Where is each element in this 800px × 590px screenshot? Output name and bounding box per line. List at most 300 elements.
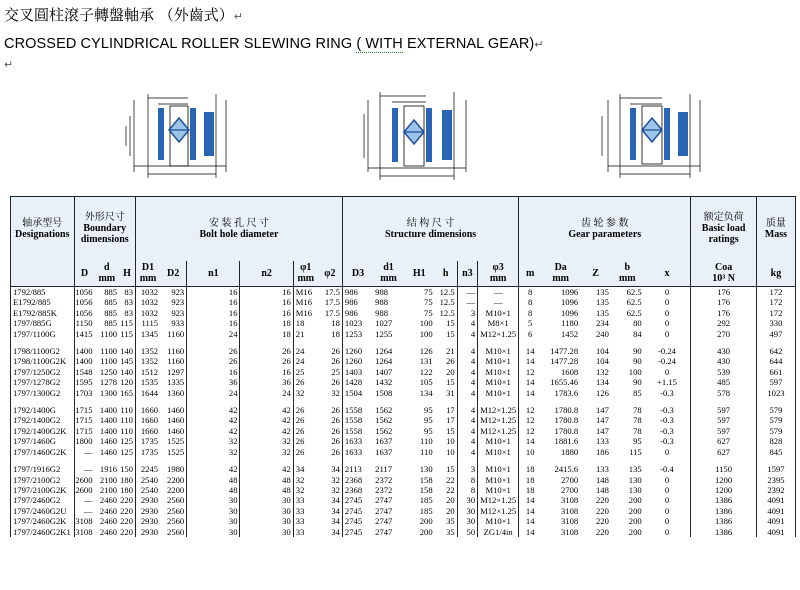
designation-cell: 1797/2460G2K (11, 516, 75, 526)
table-cell: 1400 (99, 415, 118, 426)
table-row (11, 436, 796, 446)
table-cell: 12.5 (435, 308, 458, 318)
designation-cell: 1797/1460G (11, 436, 75, 446)
table-cell: 78 (633, 425, 642, 436)
table-cell: 4091 (756, 516, 795, 526)
table-cell: 100 (419, 328, 433, 339)
table-cell: 200 (628, 516, 642, 527)
table-cell: 4 (457, 447, 477, 457)
table-cell: 35 (435, 527, 458, 537)
table-cell: 135 (596, 287, 609, 297)
table-cell: 32 (318, 485, 343, 495)
table-cell: 1096 (560, 307, 579, 318)
table-cell: 885 (104, 297, 118, 308)
table-cell: 2745 (342, 506, 373, 516)
table-cell: 32 (318, 388, 343, 398)
table-cell: 0 (644, 527, 691, 537)
table-cell: 986 (342, 308, 373, 318)
table-cell: 0 (644, 318, 691, 328)
designation-cell: 1792/1400G2 (11, 415, 75, 425)
table-row (11, 388, 796, 398)
col-H1: H1 (404, 261, 435, 287)
table-cell: 2930 (135, 506, 160, 516)
table-cell: M10×1 (478, 367, 519, 377)
table-cell: 2200 (160, 475, 187, 485)
table-cell: 115 (119, 329, 135, 339)
table-cell: -0.3 (644, 405, 691, 415)
table-cell: 270 (691, 329, 757, 339)
table-cell: 0 (644, 308, 691, 318)
table-cell: M12×1.25 (478, 426, 519, 436)
table-cell: 147 (596, 415, 609, 426)
table-row (11, 329, 796, 339)
table-cell: 3 (457, 464, 477, 474)
table-cell: 1160 (160, 356, 187, 366)
group-spacer (11, 398, 796, 405)
table-cell: 1100 (100, 356, 118, 367)
table-cell: — (457, 297, 477, 307)
table-cell: 2560 (160, 506, 187, 516)
table-cell: 1335 (160, 377, 187, 387)
table-cell: 885 (104, 307, 118, 318)
table-cell: 12 (519, 426, 542, 436)
table-cell: 30 (240, 516, 293, 526)
table-cell: 2930 (135, 495, 160, 505)
table-row (11, 346, 796, 356)
table-cell: 1881.6 (554, 436, 579, 447)
table-cell: 8 (519, 308, 542, 318)
table-cell: 0 (644, 287, 691, 298)
designation-cell: 1792/885 (11, 287, 75, 298)
designation-cell: 1792/1400G (11, 405, 75, 415)
col-D: D (74, 261, 94, 287)
table-cell: 642 (756, 346, 795, 356)
table-cell: 1150 (75, 318, 93, 329)
table-cell: 90 (633, 377, 642, 388)
table-cell: 30 (240, 506, 293, 516)
table-cell: 83 (119, 308, 135, 318)
table-cell: ZG1/4in (478, 527, 519, 537)
table-cell: 15 (435, 464, 458, 474)
designation-cell: 1797/1278G2 (11, 377, 75, 387)
table-cell: 2930 (135, 516, 160, 526)
table-cell: 32 (240, 447, 293, 457)
table-cell: 14 (519, 356, 542, 366)
header-designation: 轴承型号 Designations (11, 197, 75, 261)
table-cell: 104 (596, 356, 609, 367)
table-cell: 90 (633, 346, 642, 357)
table-cell: 1200 (691, 475, 757, 485)
table-cell: 158 (419, 484, 433, 495)
designation-cell: 1798/1100G2K (11, 356, 75, 366)
table-cell: 2560 (160, 516, 187, 526)
table-row (11, 308, 796, 318)
table-cell: — (478, 287, 519, 298)
table-cell: 1735 (135, 447, 160, 457)
table-cell: 4091 (756, 495, 795, 505)
table-cell: 1160 (160, 346, 187, 356)
table-cell: 597 (691, 426, 757, 436)
table-cell: 539 (691, 367, 757, 377)
col-Z: Z (580, 261, 611, 287)
table-cell: M10×1 (478, 308, 519, 318)
header-gear: 齿 轮 参 数 Gear parameters (519, 197, 691, 261)
table-cell: 240 (596, 328, 609, 339)
table-row (11, 415, 796, 425)
table-cell: 172 (756, 308, 795, 318)
table-cell: 80 (633, 318, 642, 329)
page-title-chinese: 交叉圓柱滾子轉盤軸承 （外齒式）↵ (4, 6, 243, 24)
table-cell: 1637 (375, 446, 393, 457)
table-cell: 4091 (756, 527, 795, 537)
table-cell: 26 (318, 405, 343, 415)
table-cell: 12 (519, 415, 542, 425)
table-cell: 1032 (135, 287, 160, 298)
table-cell: 578 (691, 388, 757, 398)
table-cell: 42 (187, 415, 240, 425)
table-cell: 2747 (375, 516, 393, 527)
table-cell: 1386 (691, 506, 757, 516)
table-cell: 1477.28 (550, 346, 579, 357)
table-cell: 597 (691, 405, 757, 415)
table-cell: 50 (457, 527, 477, 537)
header-load-ratings: 额定负荷 Basic load ratings (691, 197, 757, 261)
table-cell: 1595 (75, 377, 93, 388)
table-cell: 83 (119, 287, 135, 298)
table-cell: 2200 (160, 485, 187, 495)
table-cell: 17 (435, 415, 458, 425)
table-cell: 95 (424, 405, 433, 416)
table-cell: 130 (628, 474, 642, 485)
table-cell: 34 (318, 464, 343, 474)
table-cell: 2100 (99, 484, 118, 495)
table-cell: M16 (293, 287, 318, 298)
table-cell: 185 (419, 505, 433, 516)
table-cell: 14 (519, 495, 542, 505)
table-cell: M10×1 (478, 346, 519, 356)
table-cell: 1512 (135, 367, 160, 377)
table-cell: 26 (318, 426, 343, 436)
table-body (11, 287, 796, 537)
table-cell: 16 (240, 297, 293, 307)
table-cell: 485 (691, 377, 757, 387)
table-cell: 1264 (375, 356, 393, 367)
table-cell: 0 (644, 447, 691, 457)
table-cell: M12×1.25 (478, 415, 519, 425)
table-cell: 15 (435, 329, 458, 339)
table-cell: 12 (519, 367, 542, 377)
table-cell: M12×1.25 (478, 506, 519, 516)
table-cell: 1115 (135, 318, 160, 328)
bearing-diagram-2 (354, 86, 478, 186)
table-cell: 42 (240, 415, 293, 425)
table-cell: 78 (633, 405, 642, 416)
table-cell: 24 (240, 388, 293, 398)
table-row (11, 318, 796, 328)
table-cell: 1278 (99, 377, 118, 388)
table-cell: 3108 (75, 516, 93, 527)
table-cell: 1735 (135, 436, 160, 446)
table-cell: 135 (596, 297, 609, 308)
table-cell: 95 (424, 425, 433, 436)
table-cell: 126 (419, 346, 433, 357)
table-cell: 1056 (75, 287, 93, 297)
table-cell: 1562 (375, 425, 393, 436)
table-cell: 24 (293, 356, 318, 366)
table-cell: 200 (628, 526, 642, 537)
table-cell: 32 (187, 436, 240, 446)
table-cell: 16 (240, 287, 293, 298)
table-cell: 330 (756, 318, 795, 328)
table-cell: 1715 (75, 425, 93, 436)
table-cell: 0 (644, 367, 691, 377)
table-cell: 4 (457, 388, 477, 398)
table-cell: 1637 (375, 436, 393, 447)
table-cell: 597 (691, 415, 757, 425)
table-cell: M10×1 (478, 464, 519, 474)
table-cell: 16 (187, 318, 240, 328)
col-n3: n3 (457, 261, 477, 287)
table-cell: 2372 (375, 474, 393, 485)
table-cell: 1597 (756, 464, 795, 474)
table-cell: 32 (293, 475, 318, 485)
table-cell: 12.5 (435, 287, 458, 298)
table-cell: 1880 (560, 446, 579, 457)
table-cell: 18 (293, 318, 318, 328)
table-row (11, 527, 796, 537)
table-cell: 200 (419, 526, 433, 537)
table-cell: 627 (691, 447, 757, 457)
table-cell: 661 (756, 367, 795, 377)
table-cell: 14 (519, 377, 542, 387)
table-cell: 1027 (375, 318, 393, 329)
table-cell: 34 (293, 464, 318, 474)
col-phi1: φ1 mm (293, 261, 318, 287)
bearing-diagram-3 (590, 86, 714, 186)
table-row (11, 506, 796, 516)
table-cell: 100 (628, 366, 642, 377)
table-cell: 62.5 (626, 307, 642, 318)
table-cell: 220 (119, 506, 135, 516)
table-cell: 18 (318, 318, 343, 328)
table-cell: 36 (187, 377, 240, 387)
table-cell: 1980 (160, 464, 187, 474)
table-cell: 2372 (375, 484, 393, 495)
table-cell: 14 (519, 346, 542, 356)
table-cell: 579 (756, 415, 795, 425)
header-mass: 质量 Mass (756, 197, 795, 261)
table-cell: 147 (596, 405, 609, 416)
table-cell: 34 (318, 516, 343, 526)
table-row (11, 464, 796, 474)
table-cell: 3108 (75, 526, 93, 537)
table-cell: 1660 (135, 426, 160, 436)
designation-cell: 1797/2460G2 (11, 495, 75, 505)
table-cell: 933 (160, 318, 187, 328)
col-phi3: φ3 mm (478, 261, 519, 287)
table-cell: 1460 (160, 415, 187, 425)
table-cell: 30 (457, 495, 477, 505)
table-cell: 26 (318, 415, 343, 425)
table-cell: 10 (519, 447, 542, 457)
table-cell: M10×1 (478, 485, 519, 495)
table-cell: 83 (119, 297, 135, 307)
table-cell: 1460 (99, 436, 118, 447)
designation-cell: 1797/2100G2K (11, 485, 75, 495)
table-cell: 4 (457, 318, 477, 328)
table-cell: 1916 (99, 464, 118, 475)
table-cell: 2460 (99, 526, 118, 537)
table-cell: 1255 (375, 328, 393, 339)
page-title-english: CROSSED CYLINDRICAL ROLLER SLEWING RING ( WITH EXTERNAL GEAR)↵ (4, 36, 544, 52)
table-row (11, 297, 796, 307)
table-cell: 1032 (135, 297, 160, 307)
table-cell: 22 (435, 485, 458, 495)
table-cell: 15 (435, 377, 458, 387)
table-cell: 430 (691, 346, 757, 356)
table-cell: 2560 (160, 527, 187, 537)
table-cell: 148 (596, 484, 609, 495)
table-cell: 18 (519, 475, 542, 485)
table-cell: M12×1.25 (478, 329, 519, 339)
table-cell: 1100 (100, 328, 118, 339)
table-cell: 986 (342, 287, 373, 298)
table-cell: 17 (435, 405, 458, 415)
table-cell: 24 (187, 329, 240, 339)
table-cell: 2368 (342, 475, 373, 485)
table-cell: 2395 (756, 475, 795, 485)
table-cell: 110 (420, 436, 433, 447)
table-cell: 3108 (560, 526, 579, 537)
table-cell: 133 (596, 464, 609, 475)
col-D1: D1 mm (135, 261, 160, 287)
designation-cell: 1797/2460G2K1 (11, 527, 75, 537)
table-cell: 1352 (135, 346, 160, 356)
table-cell: 18 (240, 318, 293, 328)
table-cell: 34 (318, 495, 343, 505)
table-cell: 1260 (342, 346, 373, 356)
table-row (11, 377, 796, 387)
table-cell: 25 (318, 367, 343, 377)
table-cell: 1633 (342, 447, 373, 457)
table-cell: 172 (756, 287, 795, 298)
table-cell: 1096 (560, 297, 579, 308)
table-cell: 135 (628, 464, 642, 475)
table-cell: 12.5 (435, 297, 458, 307)
specifications-table (10, 196, 796, 537)
table-cell: 62.5 (626, 297, 642, 308)
table-cell: 4 (457, 436, 477, 446)
table-cell: 100 (419, 318, 433, 329)
table-cell: 42 (187, 405, 240, 415)
table-cell: 10 (435, 447, 458, 457)
table-cell: 2600 (75, 474, 93, 485)
table-cell: -0.3 (644, 388, 691, 398)
table-cell: 14 (519, 506, 542, 516)
group-spacer (11, 339, 796, 346)
table-cell: M10×1 (478, 436, 519, 446)
table-cell: 148 (596, 474, 609, 485)
table-cell: 32 (293, 388, 318, 398)
table-cell: 1160 (160, 329, 187, 339)
table-cell: 0 (644, 516, 691, 526)
table-cell: 4091 (756, 506, 795, 516)
table-cell: 32 (318, 475, 343, 485)
table-cell: 2745 (342, 527, 373, 537)
table-cell: 1608 (560, 366, 579, 377)
col-h: h (435, 261, 458, 287)
table-cell: 126 (596, 387, 609, 398)
table-cell: 2117 (375, 464, 393, 475)
table-cell: — (457, 287, 477, 298)
table-cell: 130 (628, 484, 642, 495)
table-cell: 20 (435, 367, 458, 377)
table-cell: 1783.6 (554, 387, 579, 398)
table-cell: 1660 (135, 415, 160, 425)
table-cell: 200 (419, 516, 433, 527)
table-cell: 18 (519, 485, 542, 495)
table-cell: 4 (457, 405, 477, 415)
table-cell: 48 (240, 485, 293, 495)
table-cell: 1386 (691, 495, 757, 505)
table-row (11, 495, 796, 505)
table-cell: 1264 (375, 346, 393, 357)
table-cell: 0 (644, 506, 691, 516)
table-cell: 75 (424, 297, 433, 308)
table-cell: 3108 (560, 516, 579, 527)
table-cell: 1403 (342, 367, 373, 377)
header-boundary: 外形尺寸 Boundary dimensions (74, 197, 135, 261)
table-cell: 16 (187, 308, 240, 318)
designation-cell: 1797/2100G2 (11, 475, 75, 485)
table-cell: 988 (375, 287, 389, 297)
table-cell: 2747 (375, 505, 393, 516)
table-cell: 30 (457, 506, 477, 516)
table-cell: 1150 (691, 464, 757, 474)
table-cell: M12×1.25 (478, 495, 519, 505)
table-cell: 1525 (160, 436, 187, 446)
table-cell: 32 (293, 485, 318, 495)
table-cell: 180 (119, 485, 135, 495)
table-cell: 26 (293, 426, 318, 436)
table-cell: 30 (187, 516, 240, 526)
paragraph-mark: ↵ (4, 59, 14, 71)
table-cell: 644 (756, 356, 795, 366)
table-cell: 2245 (135, 464, 160, 474)
table-cell: 2747 (375, 526, 393, 537)
table-cell: 133 (596, 436, 609, 447)
table-cell: 131 (419, 356, 433, 367)
table-cell: 1633 (342, 436, 373, 446)
table-cell: 8 (519, 287, 542, 298)
table-cell: 292 (691, 318, 757, 328)
col-phi2: φ2 (318, 261, 343, 287)
table-cell: 95 (633, 436, 642, 447)
table-cell: M10×1 (478, 516, 519, 526)
table-cell: 16 (240, 367, 293, 377)
table-cell: 75 (424, 287, 433, 297)
table-cell: 26 (293, 377, 318, 387)
table-cell: 430 (691, 356, 757, 366)
table-cell: 1056 (75, 297, 93, 308)
table-cell: 26 (293, 405, 318, 415)
table-cell: 3 (457, 308, 477, 318)
table-cell: -0.3 (644, 415, 691, 425)
designation-cell: 1797/1916G2 (11, 464, 75, 474)
table-cell: 2600 (75, 484, 93, 495)
table-cell: -0.24 (644, 356, 691, 366)
table-cell: 26 (318, 447, 343, 457)
